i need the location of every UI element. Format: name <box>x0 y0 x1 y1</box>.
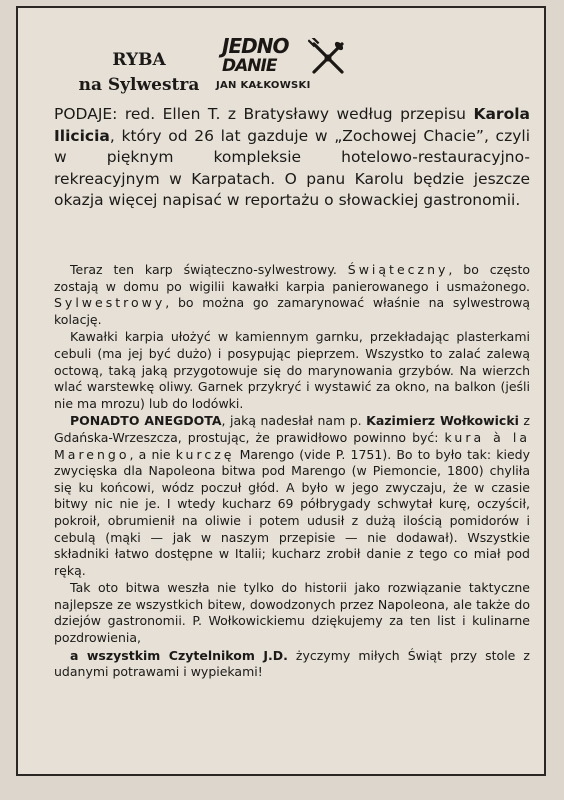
p1-text-e: , bo można go zamarynować właśnie na sylwestrową kolację. <box>54 295 530 327</box>
column-logo-text <box>222 36 314 75</box>
paragraph-carp <box>54 262 530 328</box>
logo-line-2: DANIE <box>222 56 277 76</box>
intro-lead: PODAJE: red. Ellen T. <box>54 105 228 123</box>
p1-spaced-sylwestrowy: Sylwestrowy <box>54 295 166 311</box>
paragraph-wishes <box>54 648 530 681</box>
p1-text-c: , bo często zostają w domu po wigilii kawałki karpia panierowanego i usmażonego. <box>54 262 530 294</box>
p3-text-f: , a nie <box>129 446 176 462</box>
p3-spaced-kura: kura à la Marengo <box>54 429 530 462</box>
logo-line-1: JEDNO <box>222 34 289 58</box>
paragraph-recipe: Kawałki karpia ułożyć w kamiennym garnku, przekładając plasterkami cebuli (ma jej być dużo) i posypując pieprzem. Wszystko to zalać zalewą octową, taką jaką przygotowuje się do marynowania grzybów. Na wierzch wlać warstewkę oliwy. Garnek przykryć i wystawić za okno, na balkon (jeśli nie ma mrozu) lub do lodówki. <box>54 329 530 411</box>
intro-chef-name: Karola Ilicicia <box>54 105 530 145</box>
p5-greeting: a wszystkim Czytelnikom J.D. <box>70 647 288 663</box>
fork-knife-icon <box>308 38 348 78</box>
paragraph-anecdote <box>54 413 530 579</box>
p3-lead: PONADTO ANEGDOTA <box>70 413 222 429</box>
p3-text-b: , jaką nadesłał nam p. <box>221 413 367 429</box>
p3-text-d: z Gdańska-Wrzeszcza, prostując, że prawidłowo powinno być: <box>54 413 530 445</box>
p5-text-b: życzymy miłych Świąt przy stole z udanymi potrawami i wypiekami! <box>54 647 530 680</box>
p3-spaced-kurcze: kurczę <box>175 446 235 462</box>
headline-line-2: na Sylwestra <box>78 75 200 95</box>
headline-line-1: RYBA <box>112 50 166 70</box>
p1-text-a: Teraz ten karp świąteczno-sylwestrowy. <box>70 262 348 277</box>
paragraph-history: Tak oto bitwa weszła nie tylko do historii jako rozwiązanie taktyczne najlepsze ze wszystkich bitew, dowodzonych przez Napoleona, ale także do dziejów gastronomii. P. Wołkowickiemu dziękujemy za ten list i kulinarne pozdrowienia, <box>54 580 530 646</box>
p3-text-h: Marengo (vide P. 1751). Bo to było tak: kiedy zwycięska dla Napoleona bitwa pod Marengo (w Piemoncie, 1800) chyliła się ku końcowi, wódz poczuł głód. A było w jego zwyczaju, że w czasie bitwy nic nie je. I wtedy kucharz 69 półbrygady schwytał kurę, oczyścił, pokroił, obrumienił na oliwie i potem udusił z dużą ilością pomidorów i cebulą (mąki — jak w naszym przepisie — nie dodawał). Wszystkie składniki łatwo dostępne w Italii; kucharz zrobił danie z tego co miał pod ręką. <box>54 446 530 578</box>
article-headline <box>64 48 214 98</box>
p1-spaced-swiateczny: Świąteczny <box>347 262 449 277</box>
column-author: JAN KAŁKOWSKI <box>216 80 311 91</box>
article-body <box>54 262 530 682</box>
intro-text-1: z Bratysławy według przepisu <box>227 105 474 123</box>
p3-sender-name: Kazimierz Wołkowicki <box>366 413 519 429</box>
newspaper-clipping <box>16 6 546 776</box>
article-intro <box>54 104 530 212</box>
article-masthead <box>30 36 540 106</box>
intro-text-2: , który od 26 lat gazduje w „Zochowej Chacie”, czyli w pięknym kompleksie hotelowo-restauracyjno-rekreacyjnym w Karpatach. O panu Karolu będzie jeszcze okazja więcej napisać w reportażu o słowackiej gastronomii. <box>54 126 530 209</box>
column-logo <box>212 36 362 98</box>
